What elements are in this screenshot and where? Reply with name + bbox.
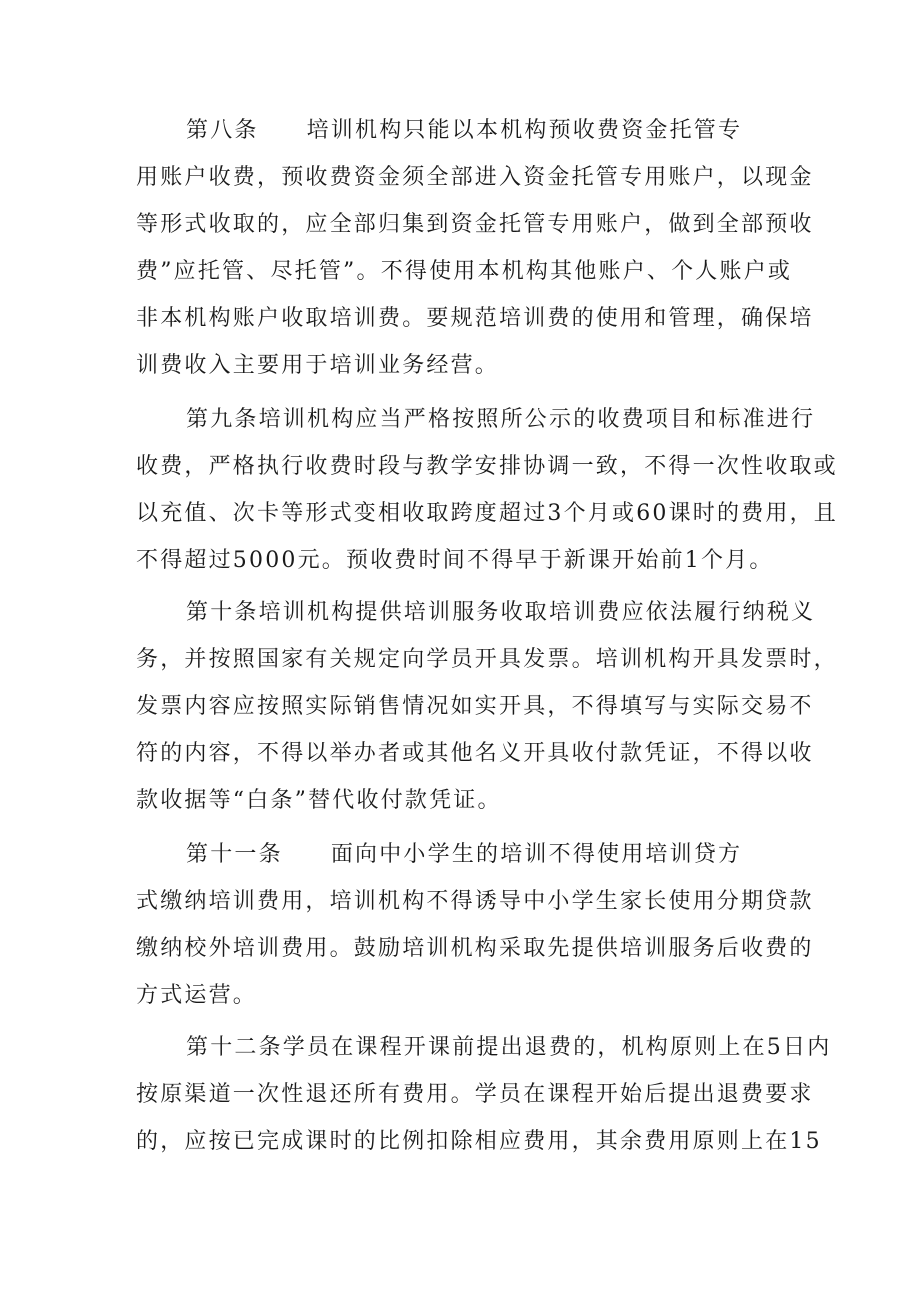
paragraph-line: 方式运营。 <box>136 983 258 1008</box>
paragraph-line: 费”应托管、尽托管”。不得使用本机构其他账户、个人账户或 <box>136 259 793 284</box>
paragraph-line: 用账户收费，预收费资金须全部进入资金托管专用账户，以现金 <box>136 165 814 190</box>
article-10-first-line: 第十条培训机构提供培训服务收取培训费应依法履行纳税义 <box>186 600 816 625</box>
article-11-number: 第十一条 <box>186 842 283 867</box>
paragraph-line: 收费，严格执行收费时段与教学安排协调一致，不得一次性收取或 <box>136 454 838 479</box>
paragraph-line: 发票内容应按照实际销售情况如实开具，不得填写与实际交易不 <box>136 694 814 719</box>
article-8-first-line: 培训机构只能以本机构预收费资金托管专 <box>306 118 743 143</box>
paragraph-line: 务，并按照国家有关规定向学员开具发票。培训机构开具发票时， <box>136 647 838 672</box>
paragraph-line: 按原渠道一次性退还所有费用。学员在课程开始后提出退费要求 <box>136 1082 814 1107</box>
paragraph-line: 以充值、次卡等形式变相收取跨度超过3个月或60课时的费用，且 <box>136 501 838 526</box>
article-8-number: 第八条 <box>186 118 259 143</box>
paragraph-line: 训费收入主要用于培训业务经营。 <box>136 353 500 378</box>
article-11-first-line: 面向中小学生的培训不得使用培训贷方 <box>330 842 743 867</box>
paragraph-line: 式缴纳培训费用，培训机构不得诱导中小学生家长使用分期贷款 <box>136 889 814 914</box>
article-9-first-line: 第九条培训机构应当严格按照所公示的收费项目和标准进行 <box>186 407 816 432</box>
paragraph-line: 非本机构账户收取培训费。要规范培训费的使用和管理，确保培 <box>136 306 814 331</box>
article-12-first-line: 第十二条学员在课程开课前提出退费的，机构原则上在5日内 <box>186 1035 832 1060</box>
article-11-heading-line <box>186 840 742 870</box>
paragraph-line: 符的内容，不得以举办者或其他名义开具收付款凭证，不得以收 <box>136 741 814 766</box>
paragraph-line: 不得超过5000元。预收费时间不得早于新课开始前1个月。 <box>136 548 774 573</box>
paragraph-line: 的，应按已完成课时的比例扣除相应费用，其余费用原则上在15 <box>136 1129 822 1154</box>
paragraph-line: 缴纳校外培训费用。鼓励培训机构采取先提供培训服务后收费的 <box>136 936 814 961</box>
article-8-heading-line <box>186 116 742 146</box>
paragraph-line: 款收据等“白条”替代收付款凭证。 <box>136 788 502 813</box>
paragraph-line: 等形式收取的，应全部归集到资金托管专用账户，做到全部预收 <box>136 212 814 237</box>
